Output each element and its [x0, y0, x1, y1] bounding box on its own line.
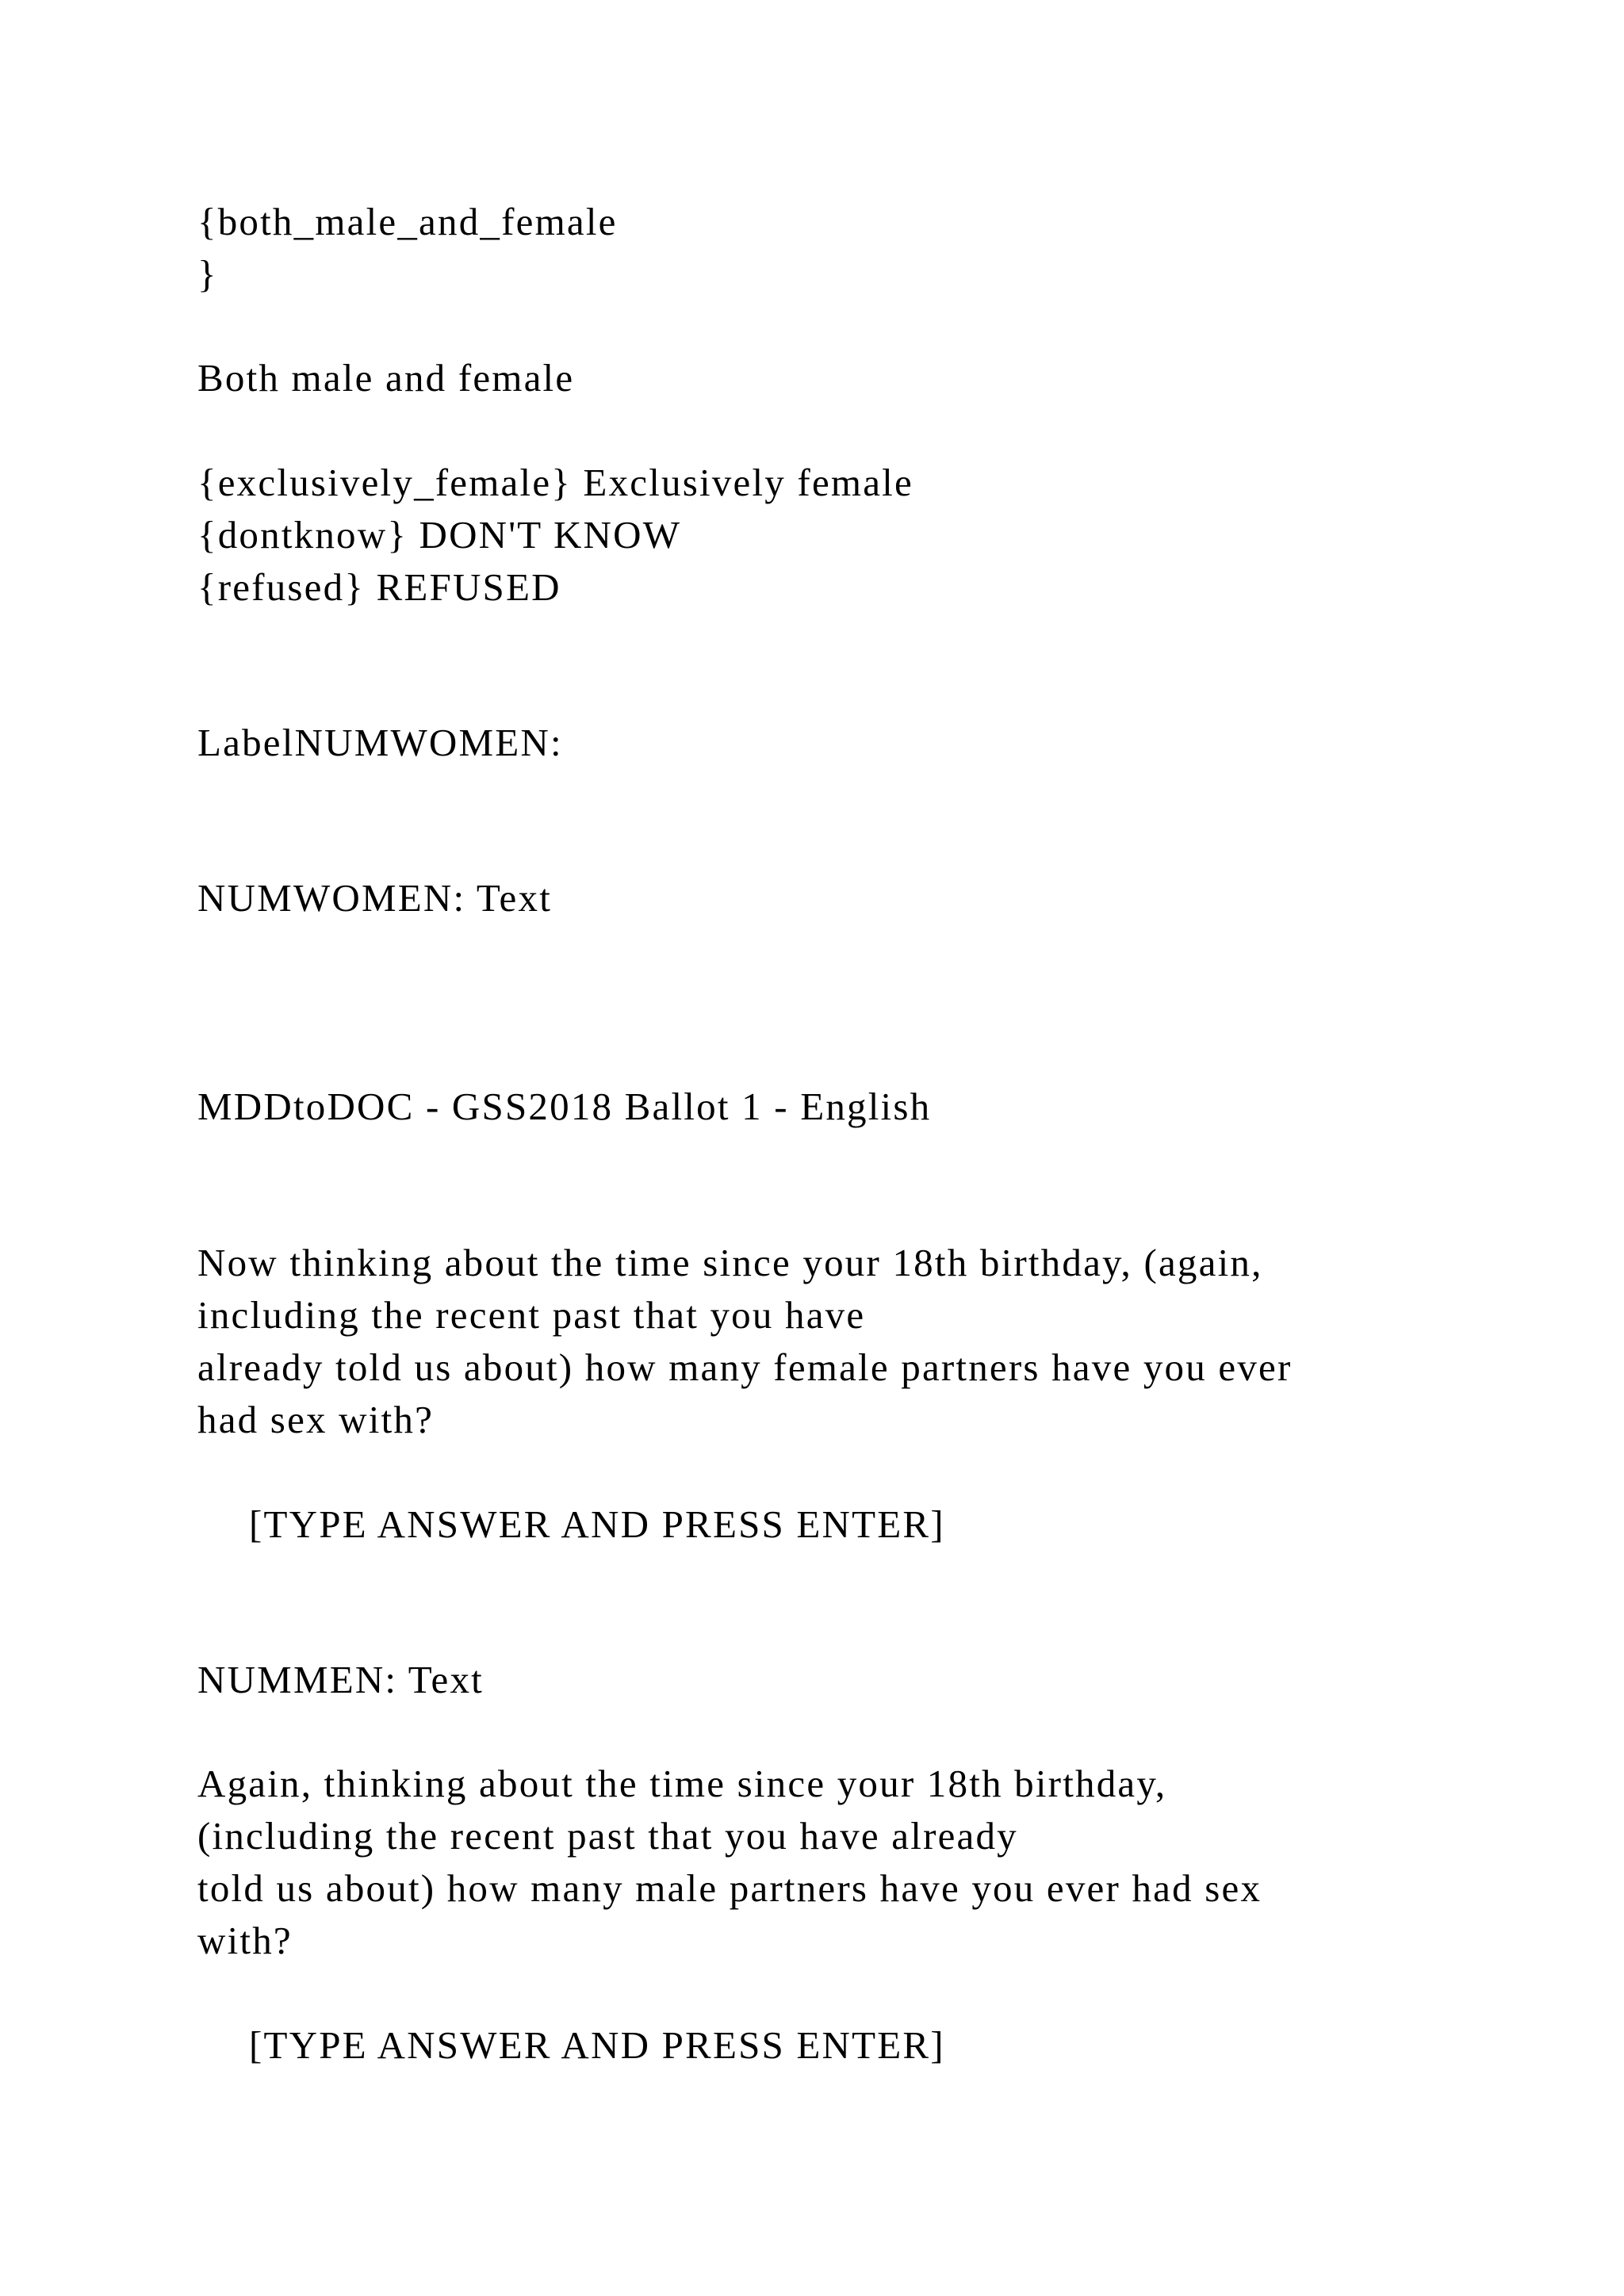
label-numwomen: LabelNUMWOMEN: — [197, 721, 563, 764]
question-nummen-text-line-3: told us about) how many male partners have you ever had sex — [197, 1866, 1262, 1910]
option-code-closing-brace: } — [197, 252, 218, 296]
question-numwomen-heading: NUMWOMEN: Text — [197, 876, 553, 920]
option-exclusively-female: {exclusively_female} Exclusively female — [197, 461, 914, 504]
question-numwomen-text-line-3: already told us about) how many female partners have you ever — [197, 1345, 1293, 1389]
interviewer-instruction-numwomen: [TYPE ANSWER AND PRESS ENTER] — [249, 1502, 945, 1546]
question-nummen-text-line-1: Again, thinking about the time since your 18th birthday, — [197, 1762, 1167, 1805]
question-nummen-heading: NUMMEN: Text — [197, 1658, 484, 1701]
interviewer-instruction-nummen: [TYPE ANSWER AND PRESS ENTER] — [249, 2023, 945, 2067]
option-label-both-male-and-female: Both male and female — [197, 356, 575, 400]
option-dont-know: {dontknow} DON'T KNOW — [197, 513, 682, 557]
document-footer-title: MDDtoDOC - GSS2018 Ballot 1 - English — [197, 1085, 932, 1128]
option-code-both-male-and-female: {both_male_and_female — [197, 200, 618, 243]
question-numwomen-text-line-1: Now thinking about the time since your 18th birthday, (again, — [197, 1241, 1263, 1284]
question-nummen-text-line-2: (including the recent past that you have already — [197, 1814, 1018, 1858]
question-nummen-text-line-4: with? — [197, 1919, 293, 1962]
question-numwomen-text-line-4: had sex with? — [197, 1398, 435, 1441]
question-numwomen-text-line-2: including the recent past that you have — [197, 1293, 866, 1337]
option-refused: {refused} REFUSED — [197, 565, 561, 609]
